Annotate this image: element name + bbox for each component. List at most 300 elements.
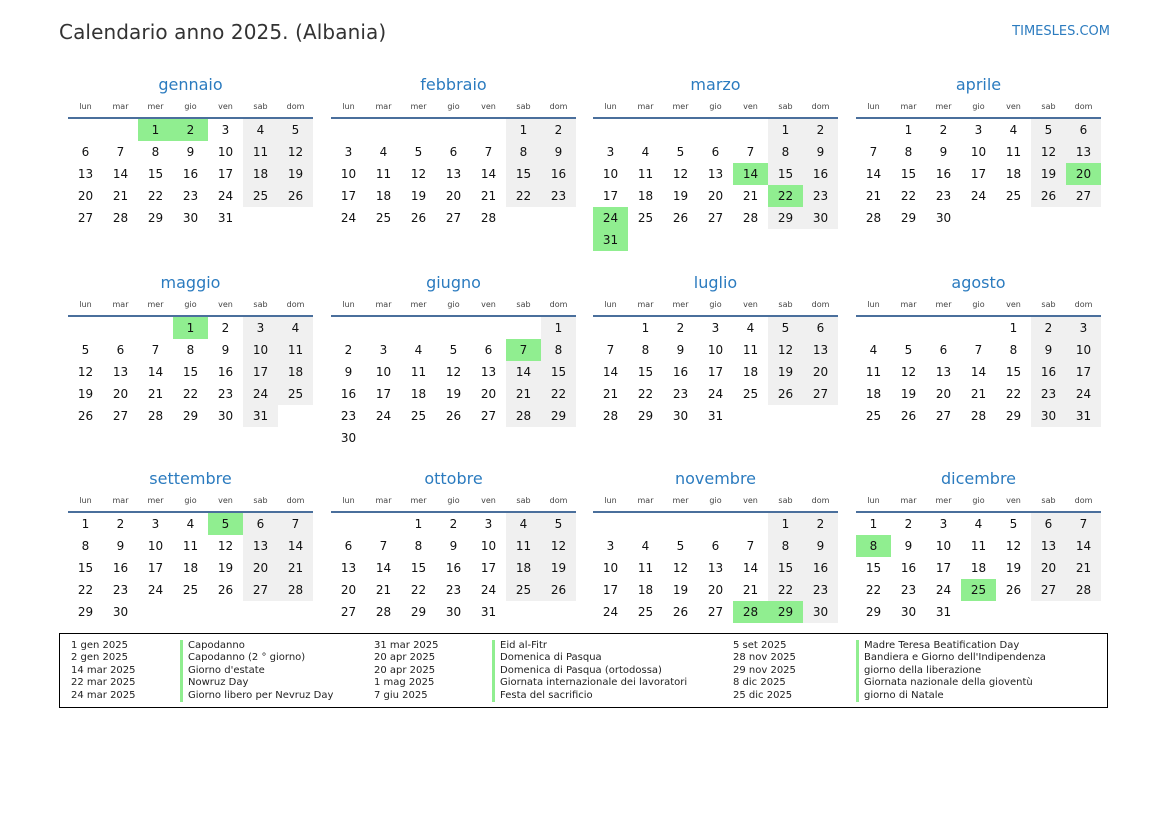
- month-name: gennaio: [158, 75, 223, 94]
- day-cell: 18: [278, 361, 313, 383]
- day-cell: 20: [77, 189, 94, 203]
- weekday-header: [331, 295, 576, 317]
- day-cell: 7: [974, 343, 983, 357]
- weekday-label: lun: [79, 496, 92, 505]
- day-cell: 26: [77, 409, 94, 423]
- day-cell: 3: [711, 321, 720, 335]
- day-cell: 26: [541, 579, 576, 601]
- day-cell: 30: [340, 431, 357, 445]
- legend-holiday-name: Nowruz Day: [180, 677, 333, 689]
- day-cell: 17: [243, 361, 278, 383]
- day-cell: 11: [637, 167, 654, 181]
- day-cell: 10: [480, 539, 497, 553]
- day-cell: 26: [768, 383, 803, 405]
- day-cell: 18: [1005, 167, 1022, 181]
- weekday-label: dom: [286, 496, 305, 505]
- weekday-label: mer: [935, 102, 952, 111]
- day-cell: 10: [1066, 339, 1101, 361]
- day-cell: 18: [506, 557, 541, 579]
- day-cell: 18: [182, 561, 199, 575]
- day-cell: 6: [449, 145, 458, 159]
- day-cell: 27: [803, 383, 838, 405]
- legend-names-col-1: [180, 640, 333, 702]
- day-cell: 23: [1031, 383, 1066, 405]
- weekday-label: lun: [79, 102, 92, 111]
- day-cell: 25: [410, 409, 427, 423]
- day-cell: 17: [217, 167, 234, 181]
- empty-cell: [698, 119, 733, 141]
- day-cell: 8: [541, 339, 576, 361]
- day-cell: 12: [541, 535, 576, 557]
- empty-cell: [401, 119, 436, 141]
- legend-date: 20 apr 2025: [374, 652, 436, 664]
- day-cell: 18: [742, 365, 759, 379]
- day-cell: 3: [974, 123, 983, 137]
- day-cell: 10: [375, 365, 392, 379]
- day-cell: 20: [243, 557, 278, 579]
- day-cell: 21: [112, 189, 129, 203]
- day-cell: 11: [410, 365, 427, 379]
- day-cell: 14: [1066, 535, 1101, 557]
- empty-cell: [366, 317, 401, 339]
- day-cell: 10: [147, 539, 164, 553]
- weekday-label: dom: [286, 102, 305, 111]
- month-name: settembre: [149, 469, 232, 488]
- legend-date: 24 mar 2025: [71, 689, 136, 701]
- day-cell: 13: [243, 535, 278, 557]
- day-cell: 18: [865, 387, 882, 401]
- day-cell: 24: [970, 189, 987, 203]
- day-cell: 7: [606, 343, 615, 357]
- day-cell: 22: [541, 383, 576, 405]
- day-cell: 16: [182, 167, 199, 181]
- day-cell: 24: [935, 583, 952, 597]
- day-cell: 14: [375, 561, 392, 575]
- empty-cell: [733, 119, 768, 141]
- weekday-label: ven: [218, 300, 233, 309]
- weekday-label: mar: [112, 496, 129, 505]
- weekday-label: mer: [935, 300, 952, 309]
- weekday-label: ven: [481, 496, 496, 505]
- holiday-day: 29: [768, 601, 803, 623]
- day-cell: 21: [278, 557, 313, 579]
- weekday-label: mer: [147, 496, 164, 505]
- day-cell: 17: [375, 387, 392, 401]
- day-cell: 25: [1005, 189, 1022, 203]
- day-cell: 20: [340, 583, 357, 597]
- day-cell: 3: [484, 517, 493, 531]
- day-cell: 17: [970, 167, 987, 181]
- day-cell: 19: [768, 361, 803, 383]
- day-cell: 4: [414, 343, 423, 357]
- legend-holiday-name: Giornata internazionale dei lavoratori: [492, 677, 687, 689]
- legend-date: 8 dic 2025: [733, 677, 786, 689]
- day-cell: 19: [77, 387, 94, 401]
- legend-date: 20 apr 2025: [374, 664, 436, 676]
- day-cell: 4: [243, 119, 278, 141]
- day-cell: 8: [641, 343, 650, 357]
- legend-holiday-name: Giorno libero per Nevruz Day: [180, 690, 333, 702]
- weekday-label: lun: [604, 300, 617, 309]
- weekday-header: [856, 491, 1101, 513]
- holiday-legend: [59, 633, 1108, 708]
- month-name: agosto: [951, 273, 1006, 292]
- day-cell: 9: [803, 141, 838, 163]
- day-cell: 8: [186, 343, 195, 357]
- day-cell: 25: [182, 583, 199, 597]
- day-cell: 10: [935, 539, 952, 553]
- day-cell: 23: [803, 185, 838, 207]
- empty-cell: [401, 317, 436, 339]
- empty-cell: [331, 317, 366, 339]
- day-cell: 26: [410, 211, 427, 225]
- day-cell: 28: [480, 211, 497, 225]
- weekday-label: dom: [811, 496, 830, 505]
- page-title: Calendario anno 2025. (Albania): [59, 20, 387, 44]
- weekday-header: [593, 295, 838, 317]
- day-cell: 30: [1031, 405, 1066, 427]
- day-cell: 19: [541, 557, 576, 579]
- empty-cell: [436, 317, 471, 339]
- empty-cell: [733, 513, 768, 535]
- day-cell: 16: [672, 365, 689, 379]
- day-grid: [68, 513, 313, 623]
- day-cell: 15: [900, 167, 917, 181]
- day-cell: 18: [410, 387, 427, 401]
- day-cell: 29: [865, 605, 882, 619]
- day-cell: 8: [1009, 343, 1018, 357]
- month-aprile: [856, 73, 1101, 229]
- day-cell: 1: [1009, 321, 1018, 335]
- day-cell: 23: [217, 387, 234, 401]
- day-cell: 19: [278, 163, 313, 185]
- day-cell: 6: [243, 513, 278, 535]
- day-cell: 12: [217, 539, 234, 553]
- month-luglio: [593, 271, 838, 427]
- day-cell: 17: [935, 561, 952, 575]
- day-cell: 16: [803, 557, 838, 579]
- holiday-day: 2: [173, 119, 208, 141]
- day-cell: 10: [970, 145, 987, 159]
- day-cell: 5: [1009, 517, 1018, 531]
- day-cell: 16: [900, 561, 917, 575]
- legend-date: 2 gen 2025: [71, 652, 129, 664]
- day-cell: 23: [803, 579, 838, 601]
- day-cell: 17: [707, 365, 724, 379]
- day-cell: 27: [112, 409, 129, 423]
- weekday-label: gio: [447, 300, 460, 309]
- day-cell: 11: [375, 167, 392, 181]
- weekday-label: dom: [1074, 496, 1093, 505]
- day-cell: 16: [1031, 361, 1066, 383]
- day-cell: 21: [506, 383, 541, 405]
- day-cell: 21: [970, 387, 987, 401]
- day-cell: 27: [707, 605, 724, 619]
- weekday-header: [68, 295, 313, 317]
- day-cell: 30: [900, 605, 917, 619]
- day-cell: 13: [445, 167, 462, 181]
- day-cell: 9: [1031, 339, 1066, 361]
- holiday-day: 22: [768, 185, 803, 207]
- day-cell: 26: [445, 409, 462, 423]
- empty-cell: [471, 317, 506, 339]
- day-cell: 2: [803, 119, 838, 141]
- legend-holiday-name: Capodanno: [180, 640, 333, 652]
- day-cell: 27: [480, 409, 497, 423]
- weekday-label: gio: [447, 496, 460, 505]
- holiday-day: 1: [173, 317, 208, 339]
- empty-cell: [331, 513, 366, 535]
- weekday-label: lun: [79, 300, 92, 309]
- empty-cell: [103, 119, 138, 141]
- day-cell: 15: [147, 167, 164, 181]
- weekday-label: dom: [811, 300, 830, 309]
- day-cell: 11: [182, 539, 199, 553]
- empty-cell: [68, 317, 103, 339]
- weekday-label: mer: [672, 496, 689, 505]
- day-cell: 22: [865, 583, 882, 597]
- legend-date: 31 mar 2025: [374, 640, 439, 651]
- day-cell: 1: [641, 321, 650, 335]
- holiday-day: 31: [593, 229, 628, 251]
- day-cell: 2: [1031, 317, 1066, 339]
- day-cell: 21: [147, 387, 164, 401]
- weekday-header: [68, 491, 313, 513]
- day-cell: 8: [768, 535, 803, 557]
- day-cell: 9: [186, 145, 195, 159]
- month-name: luglio: [693, 273, 738, 292]
- day-cell: 14: [147, 365, 164, 379]
- month-novembre: [593, 467, 838, 623]
- day-cell: 15: [77, 561, 94, 575]
- month-settembre: [68, 467, 313, 623]
- day-cell: 25: [278, 383, 313, 405]
- holiday-day: 5: [208, 513, 243, 535]
- day-cell: 9: [449, 539, 458, 553]
- day-cell: 22: [768, 579, 803, 601]
- weekday-label: mer: [410, 496, 427, 505]
- weekday-label: ven: [1006, 300, 1021, 309]
- empty-cell: [891, 317, 926, 339]
- day-grid: [331, 317, 576, 449]
- weekday-label: gio: [709, 496, 722, 505]
- day-cell: 7: [151, 343, 160, 357]
- weekday-label: sab: [516, 300, 531, 309]
- day-cell: 6: [711, 145, 720, 159]
- day-cell: 25: [742, 387, 759, 401]
- day-cell: 6: [484, 343, 493, 357]
- month-ottobre: [331, 467, 576, 623]
- day-cell: 25: [637, 211, 654, 225]
- day-cell: 4: [379, 145, 388, 159]
- day-cell: 5: [449, 343, 458, 357]
- empty-cell: [593, 119, 628, 141]
- day-cell: 15: [865, 561, 882, 575]
- day-cell: 9: [676, 343, 685, 357]
- day-cell: 19: [672, 189, 689, 203]
- legend-date: 5 set 2025: [733, 640, 787, 651]
- day-grid: [856, 317, 1101, 427]
- day-cell: 21: [742, 583, 759, 597]
- day-cell: 6: [939, 343, 948, 357]
- month-febbraio: [331, 73, 576, 229]
- day-cell: 8: [81, 539, 90, 553]
- day-cell: 1: [506, 119, 541, 141]
- weekday-label: mer: [410, 102, 427, 111]
- day-cell: 10: [217, 145, 234, 159]
- day-cell: 20: [707, 189, 724, 203]
- day-cell: 27: [77, 211, 94, 225]
- day-cell: 17: [602, 189, 619, 203]
- weekday-label: mar: [375, 102, 392, 111]
- day-cell: 26: [672, 211, 689, 225]
- weekday-label: ven: [743, 300, 758, 309]
- day-cell: 20: [935, 387, 952, 401]
- day-cell: 24: [217, 189, 234, 203]
- legend-holiday-name: Giorno d'estate: [180, 665, 333, 677]
- holiday-day: 25: [961, 579, 996, 601]
- day-cell: 21: [1066, 557, 1101, 579]
- day-cell: 15: [182, 365, 199, 379]
- day-cell: 24: [1066, 383, 1101, 405]
- weekday-label: gio: [972, 102, 985, 111]
- day-cell: 22: [182, 387, 199, 401]
- day-cell: 11: [506, 535, 541, 557]
- weekday-label: lun: [342, 300, 355, 309]
- weekday-label: ven: [743, 102, 758, 111]
- day-cell: 22: [147, 189, 164, 203]
- day-cell: 20: [707, 583, 724, 597]
- empty-cell: [628, 119, 663, 141]
- site-link[interactable]: TIMESLES.COM: [1012, 24, 1110, 39]
- day-cell: 30: [803, 207, 838, 229]
- day-cell: 15: [541, 361, 576, 383]
- day-cell: 25: [637, 605, 654, 619]
- empty-cell: [138, 317, 173, 339]
- day-cell: 16: [112, 561, 129, 575]
- day-cell: 13: [77, 167, 94, 181]
- weekday-label: gio: [709, 300, 722, 309]
- day-cell: 29: [1005, 409, 1022, 423]
- weekday-label: lun: [604, 496, 617, 505]
- holiday-day: 7: [506, 339, 541, 361]
- day-cell: 20: [480, 387, 497, 401]
- month-name: febbraio: [420, 75, 487, 94]
- day-cell: 30: [112, 605, 129, 619]
- weekday-label: dom: [1074, 300, 1093, 309]
- day-cell: 4: [869, 343, 878, 357]
- day-cell: 4: [186, 517, 195, 531]
- weekday-label: lun: [867, 102, 880, 111]
- day-cell: 12: [1031, 141, 1066, 163]
- day-cell: 13: [480, 365, 497, 379]
- day-cell: 24: [243, 383, 278, 405]
- day-cell: 9: [221, 343, 230, 357]
- day-cell: 26: [672, 605, 689, 619]
- day-cell: 27: [1066, 185, 1101, 207]
- day-cell: 13: [707, 561, 724, 575]
- day-cell: 15: [768, 557, 803, 579]
- day-cell: 22: [900, 189, 917, 203]
- day-cell: 8: [506, 141, 541, 163]
- day-cell: 31: [480, 605, 497, 619]
- month-maggio: [68, 271, 313, 427]
- day-cell: 2: [541, 119, 576, 141]
- day-cell: 29: [77, 605, 94, 619]
- day-cell: 11: [970, 539, 987, 553]
- holiday-day: 24: [593, 207, 628, 229]
- day-cell: 5: [278, 119, 313, 141]
- day-cell: 5: [541, 513, 576, 535]
- empty-cell: [856, 119, 891, 141]
- weekday-label: gio: [972, 496, 985, 505]
- weekday-label: mar: [900, 496, 917, 505]
- day-cell: 13: [1031, 535, 1066, 557]
- day-cell: 27: [707, 211, 724, 225]
- day-cell: 5: [904, 343, 913, 357]
- month-marzo: [593, 73, 838, 251]
- day-cell: 28: [602, 409, 619, 423]
- empty-cell: [593, 317, 628, 339]
- weekday-label: dom: [549, 496, 568, 505]
- day-cell: 24: [480, 583, 497, 597]
- day-cell: 1: [869, 517, 878, 531]
- day-cell: 27: [445, 211, 462, 225]
- day-cell: 4: [1009, 123, 1018, 137]
- day-cell: 13: [340, 561, 357, 575]
- weekday-label: sab: [253, 300, 268, 309]
- weekday-label: mar: [112, 300, 129, 309]
- day-cell: 8: [768, 141, 803, 163]
- day-grid: [593, 119, 838, 251]
- weekday-label: mer: [672, 300, 689, 309]
- weekday-label: sab: [516, 102, 531, 111]
- day-cell: 11: [637, 561, 654, 575]
- day-cell: 7: [746, 539, 755, 553]
- weekday-label: ven: [218, 102, 233, 111]
- day-cell: 7: [869, 145, 878, 159]
- weekday-label: mar: [375, 496, 392, 505]
- weekday-header: [331, 97, 576, 119]
- day-cell: 29: [900, 211, 917, 225]
- day-cell: 4: [278, 317, 313, 339]
- day-cell: 21: [375, 583, 392, 597]
- legend-names-col-2: [492, 640, 687, 702]
- month-name: marzo: [690, 75, 741, 94]
- weekday-label: gio: [184, 496, 197, 505]
- weekday-label: mar: [112, 102, 129, 111]
- day-cell: 10: [707, 343, 724, 357]
- day-cell: 15: [1005, 365, 1022, 379]
- empty-cell: [663, 119, 698, 141]
- day-cell: 18: [970, 561, 987, 575]
- weekday-label: ven: [1006, 102, 1021, 111]
- legend-holiday-name: giorno della liberazione: [856, 665, 1046, 677]
- day-cell: 27: [1031, 579, 1066, 601]
- day-cell: 1: [81, 517, 90, 531]
- day-cell: 10: [602, 167, 619, 181]
- day-cell: 20: [803, 361, 838, 383]
- day-cell: 23: [541, 185, 576, 207]
- day-cell: 25: [243, 185, 278, 207]
- weekday-label: mar: [637, 300, 654, 309]
- weekday-label: gio: [184, 102, 197, 111]
- weekday-label: sab: [778, 496, 793, 505]
- weekday-label: ven: [481, 300, 496, 309]
- day-cell: 19: [1005, 561, 1022, 575]
- day-cell: 24: [375, 409, 392, 423]
- day-cell: 12: [768, 339, 803, 361]
